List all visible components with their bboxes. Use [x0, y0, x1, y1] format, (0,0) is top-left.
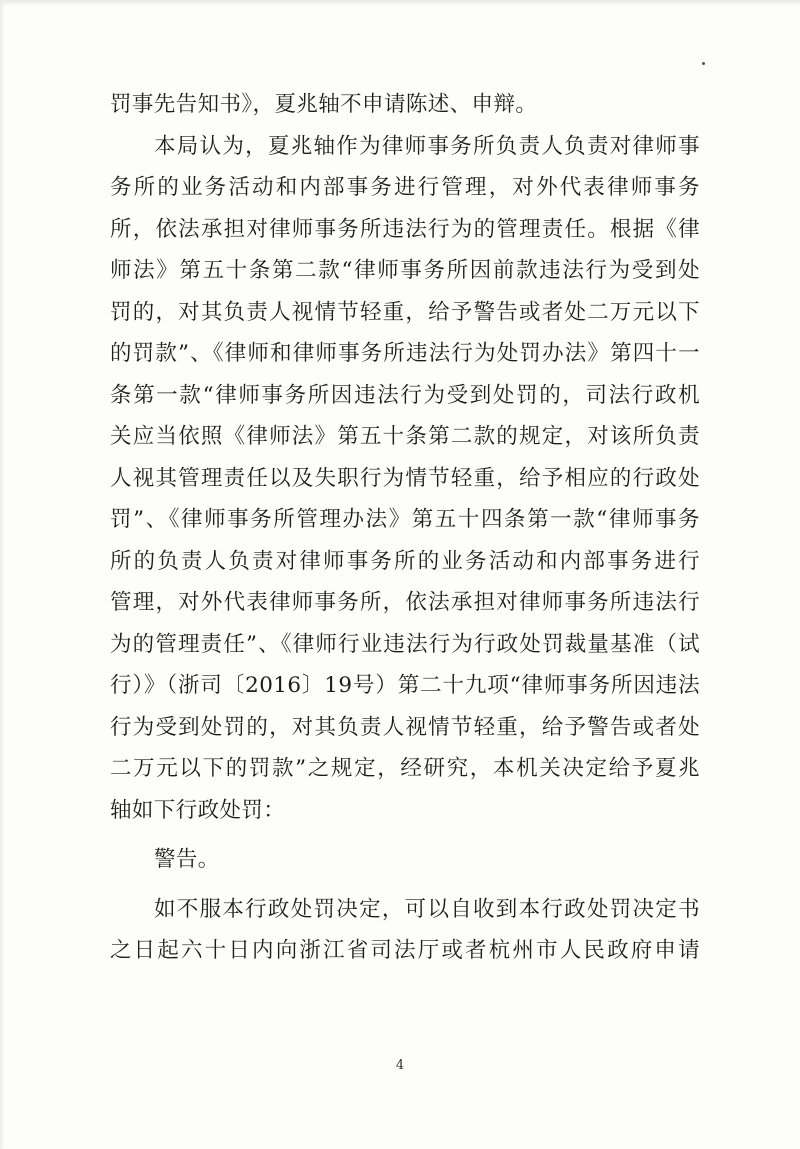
text-line: 警告。: [154, 847, 220, 872]
text-line: 轴如下行政处罚：: [110, 797, 286, 823]
text-line: 师法》第五十条第二款“律师事务所因前款违法行为受到处: [110, 258, 700, 283]
text-line: 罚”、《律师事务所管理办法》第五十四条第一款“律师事务: [110, 507, 700, 532]
scan-speck: [702, 62, 705, 65]
text-line: 二万元以下的罚款”之规定，经研究，本机关决定给予夏兆: [110, 756, 700, 781]
page-number: 4: [395, 1058, 405, 1073]
text-line: 条第一款“律师事务所因违法行为受到处罚的，司法行政机: [110, 382, 700, 408]
text-line: 本局认为，夏兆轴作为律师事务所负责人负责对律师事: [154, 133, 700, 159]
text-line: 务所的业务活动和内部事务进行管理，对外代表律师事务: [110, 175, 700, 200]
text-line: 所，依法承担对律师事务所违法行为的管理责任。根据《律: [110, 216, 700, 242]
scan-edge-left: [0, 0, 5, 1149]
document-body: [110, 84, 700, 972]
paragraph-gap: [110, 831, 700, 839]
paragraph-gap: [110, 881, 700, 889]
text-line: 关应当依照《律师法》第五十条第二款的规定，对该所负责: [110, 424, 700, 449]
text-line: 人视其管理责任以及失职行为情节轻重，给予相应的行政处: [110, 465, 700, 491]
text-line: 之日起六十日内向浙江省司法厅或者杭州市人民政府申请: [110, 938, 700, 963]
text-line: 罚的，对其负责人视情节轻重，给予警告或者处二万元以下: [110, 299, 700, 325]
text-line: 行）》（浙司〔2016〕19号）第二十九项“律师事务所因违法: [110, 673, 700, 698]
text-line: 如不服本行政处罚决定，可以自收到本行政处罚决定书: [154, 896, 700, 922]
text-line: 的罚款”、《律师和律师事务所违法行为处罚办法》第四十一: [110, 341, 700, 366]
text-line: 为的管理责任”、《律师行业违法行为行政处罚裁量基准（试: [110, 631, 700, 657]
text-line: 管理，对外代表律师事务所，依法承担对律师事务所违法行: [110, 590, 700, 615]
scan-edge-top: [0, 0, 800, 6]
text-line: 所的负责人负责对律师事务所的业务活动和内部事务进行: [110, 548, 700, 574]
text-line: 行为受到处罚的，对其负责人视情节轻重，给予警告或者处: [110, 714, 700, 740]
text-line: 罚事先告知书》，夏兆轴不申请陈述、申辩。: [110, 92, 538, 117]
